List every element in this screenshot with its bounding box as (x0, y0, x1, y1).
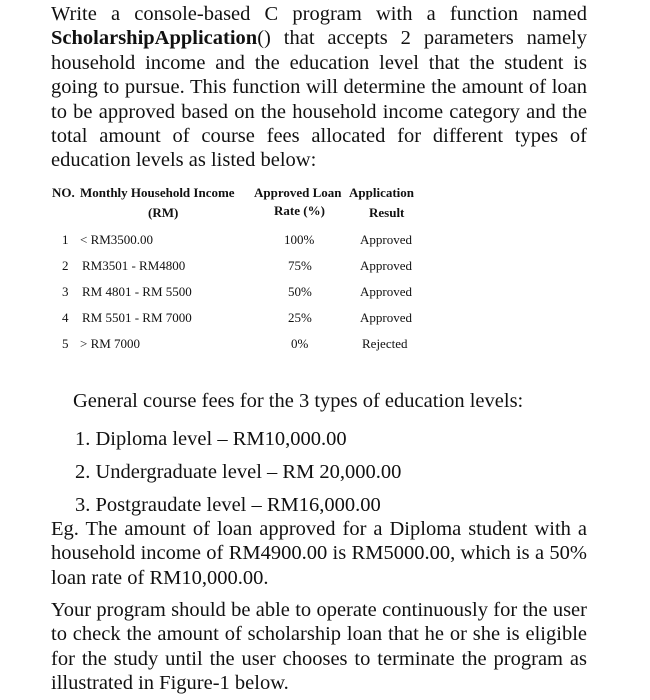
header-result: Result (369, 205, 405, 220)
row-3-result: Approved (360, 284, 412, 299)
row-5-income: > RM 7000 (80, 336, 141, 351)
row-3-rate: 50% (288, 284, 312, 299)
row-4-rate: 25% (288, 310, 312, 325)
row-4-income: RM 5501 - RM 7000 (82, 310, 192, 325)
header-income: Monthly Household Income (80, 185, 235, 200)
row-4-result: Approved (360, 310, 412, 325)
row-3-income: RM 4801 - RM 5500 (82, 284, 192, 299)
row-1-rate: 100% (284, 232, 315, 247)
row-1-result: Approved (360, 232, 412, 247)
row-1-no: 1 (62, 232, 69, 247)
example-paragraph: Eg. The amount of loan approved for a Diploma student with a household income of RM4900.00 is RM5000.00, which is a 50% loan rate of RM10,000.00. (51, 518, 587, 589)
header-result-top: Application (349, 185, 415, 200)
fee-item-diploma: 1. Diploma level – RM10,000.00 (75, 428, 347, 450)
row-2-no: 2 (62, 258, 69, 273)
row-3-no: 3 (62, 284, 69, 299)
row-2-income: RM3501 - RM4800 (82, 258, 186, 273)
row-1-income: < RM3500.00 (80, 232, 154, 247)
header-rate-unit: Rate (%) (274, 203, 325, 218)
continuous-operation-paragraph: Your program should be able to operate continuously for the user to check the amount of scholarship loan that he or she is eligible for the study until the user chooses to terminate the program as illustrated in Figure-1 below. (51, 599, 587, 695)
row-5-rate: 0% (291, 336, 309, 351)
row-5-result: Rejected (362, 336, 408, 351)
function-name: ScholarshipApplication (51, 27, 258, 50)
row-2-result: Approved (360, 258, 412, 273)
intro-text-start: Write a console-based C program with a function named (51, 3, 587, 25)
fees-list (73, 423, 401, 522)
intro-paragraph (51, 2, 587, 173)
row-2-rate: 75% (288, 258, 312, 273)
fee-item-undergraduate: 2. Undergraduate level – RM 20,000.00 (75, 461, 402, 483)
row-4-no: 4 (62, 310, 69, 325)
header-no: NO. (52, 185, 75, 200)
intro-text-end: () that accepts 2 parameters namely household income and the education level that the student is going to pursue. This function will determine the amount of loan to be approved based on the household income category and the total amount of course fees allocated for different types of education levels as listed below: (51, 27, 587, 172)
fees-intro: General course fees for the 3 types of education levels: (73, 390, 524, 412)
header-rate: Approved Loan (254, 185, 342, 200)
fee-item-postgraduate: 3. Postgraudate level – RM16,000.00 (75, 494, 381, 516)
row-5-no: 5 (62, 336, 69, 351)
header-income-unit: (RM) (148, 205, 179, 220)
